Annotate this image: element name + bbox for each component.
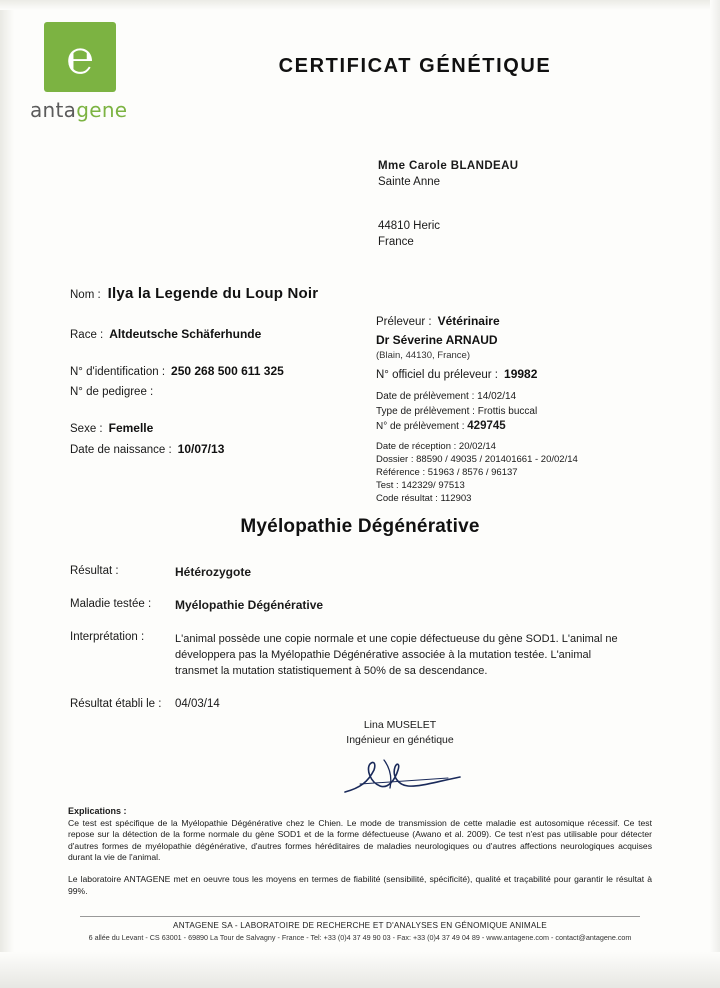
reception-date-row [376, 440, 696, 453]
animal-name-label: Nom : [70, 289, 101, 301]
animal-id-label: N° d'identification : [70, 366, 166, 378]
disease-heading: Myélopathie Dégénérative [240, 516, 480, 537]
established-value: 04/03/14 [175, 698, 220, 710]
recipient-postal: 44810 Heric [378, 220, 441, 232]
sample-number-value: 429745 [467, 420, 506, 432]
recipient-country: France [378, 236, 414, 248]
sampler-official-row [376, 367, 666, 382]
reception-dossier-row [376, 453, 696, 466]
sampler-row [376, 314, 666, 329]
logo-square-icon [44, 22, 116, 92]
page-footer [0, 916, 720, 942]
animal-details [70, 327, 370, 463]
sample-date-value: 14/02/14 [477, 391, 517, 402]
footer-contact-line: 6 allée du Levant - CS 63001 - 69890 La Tour de Salvagny - France - Tel: +33 (0)4 37 49 90 03 - Fax: +33 (0)4 37 49 04 89 - www.antagene.com - contact@antagene.com [88, 933, 632, 942]
results-section [70, 565, 640, 710]
interpretation-label: Interprétation : [70, 631, 145, 643]
footer-company-line: ANTAGENE SA - LABORATOIRE DE RECHERCHE ET D'ANALYSES EN GÉNOMIQUE ANIMALE [173, 921, 547, 930]
disease-tested-row [70, 598, 640, 612]
reception-reference-row [376, 466, 696, 479]
footer-divider [80, 916, 640, 917]
sample-number-row [376, 419, 676, 435]
animal-breed-label: Race : [70, 329, 104, 341]
animal-pedigree-row [70, 385, 370, 399]
sample-type-row [376, 405, 676, 420]
logo-wordmark-part2: gene [76, 98, 128, 122]
logo-swirl-icon: ℮ [66, 30, 94, 84]
animal-birth-label: Date de naissance : [70, 444, 172, 456]
established-label: Résultat établi le : [70, 698, 162, 710]
animal-id-row [70, 364, 370, 379]
reception-dossier-value: 88590 / 49035 / 201401661 - 20/02/14 [416, 454, 578, 465]
scan-edge-left [0, 0, 14, 988]
animal-name-row [70, 285, 318, 302]
result-value: Hétérozygote [175, 565, 252, 579]
reception-dossier-label: Dossier : [376, 454, 414, 465]
explanations-paragraph-1: Ce test est spécifique de la Myélopathie Dégénérative chez le Chien. Le mode de transmission de cette maladie est autosomique récessif. Ce test repose sur la détection de la forme normale du gène SOD1 et de la forme défectueuse (Awano et al. 2009). Ce test n'est pas utilisable pour détecter d'autres formes de myélopathie dégénérative, d'autres formes héréditaires de maladies neurologiques ou d'autres affections neurologiques acquises durant la vie de l'animal. [68, 817, 652, 863]
result-row [70, 565, 640, 579]
explanations-paragraph-2: Le laboratoire ANTAGENE met en oeuvre tous les moyens en termes de fiabilité (sensibilité, spécificité), qualité et traçabilité pour garantir le résultat à 99%. [68, 873, 652, 896]
sample-details [376, 390, 676, 435]
sample-date-label: Date de prélèvement : [376, 391, 475, 402]
sample-number-label: N° de prélèvement : [376, 421, 465, 432]
sampler-details [376, 314, 666, 386]
animal-id-value: 250 268 500 611 325 [171, 364, 284, 378]
scan-edge-bottom [0, 952, 720, 988]
logo-wordmark [30, 98, 150, 122]
reception-reference-label: Référence : [376, 467, 426, 478]
sampler-address: (Blain, 44130, France) [376, 350, 470, 361]
antagene-logo [30, 22, 150, 122]
sampler-role: Vétérinaire [437, 314, 500, 328]
reception-code-label: Code résultat : [376, 493, 438, 504]
animal-breed-value: Altdeutsche Schäferhunde [109, 327, 262, 341]
scan-edge-right [710, 0, 720, 988]
sampler-name: Dr Séverine ARNAUD [376, 333, 498, 347]
recipient-name: Mme Carole BLANDEAU [378, 160, 519, 172]
animal-breed-row [70, 327, 370, 342]
interpretation-text: L'animal possède une copie normale et une copie défectueuse du gène SOD1. L'animal ne développera pas la Myélopathie Dégénérative associée à la mutation testée. L'animal transmet la mutation statistiquement à 50% de sa descendance. [175, 633, 618, 677]
recipient-line1: Sainte Anne [378, 176, 441, 188]
sampler-official-value: 19982 [504, 367, 538, 381]
reception-date-label: Date de réception : [376, 441, 457, 452]
reception-test-value: 142329/ 97513 [401, 480, 465, 491]
reception-test-row [376, 479, 696, 492]
signatory-role: Ingénieur en génétique [346, 734, 454, 746]
sample-date-row [376, 390, 676, 405]
animal-birth-value: 10/07/13 [177, 442, 225, 456]
explanations-section [68, 806, 652, 897]
scan-edge-top [0, 0, 720, 10]
signatory-name: Lina MUSELET [363, 719, 437, 731]
disease-tested-value: Myélopathie Dégénérative [175, 598, 324, 612]
sample-type-label: Type de prélèvement : [376, 405, 475, 417]
reception-reference-value: 51963 / 8576 / 96137 [427, 467, 518, 478]
handwritten-signature-icon [340, 752, 480, 802]
signature-block [300, 718, 500, 748]
sample-type-value: Frottis buccal [477, 405, 538, 417]
reception-code-value: 112903 [440, 493, 472, 504]
animal-pedigree-label: N° de pedigree : [70, 386, 154, 398]
reception-details [376, 440, 696, 505]
reception-date-value: 20/02/14 [458, 441, 496, 452]
logo-wordmark-part1: anta [30, 98, 77, 122]
sampler-label: Préleveur : [376, 316, 432, 328]
recipient-address [378, 158, 519, 250]
animal-sex-row [70, 421, 370, 436]
established-row [70, 698, 640, 710]
explanations-title: Explications : [68, 806, 127, 816]
animal-sex-value: Femelle [108, 421, 154, 435]
disease-tested-label: Maladie testée : [70, 598, 152, 610]
animal-sex-label: Sexe : [70, 423, 103, 435]
result-label: Résultat : [70, 565, 119, 577]
reception-test-label: Test : [376, 480, 399, 491]
sampler-official-label: N° officiel du préleveur : [376, 369, 499, 381]
page-title: CERTIFICAT GÉNÉTIQUE [278, 55, 552, 77]
animal-name-value: Ilya la Legende du Loup Noir [107, 285, 319, 302]
reception-code-row [376, 492, 696, 505]
animal-birth-row [70, 442, 370, 457]
interpretation-row [70, 631, 640, 679]
